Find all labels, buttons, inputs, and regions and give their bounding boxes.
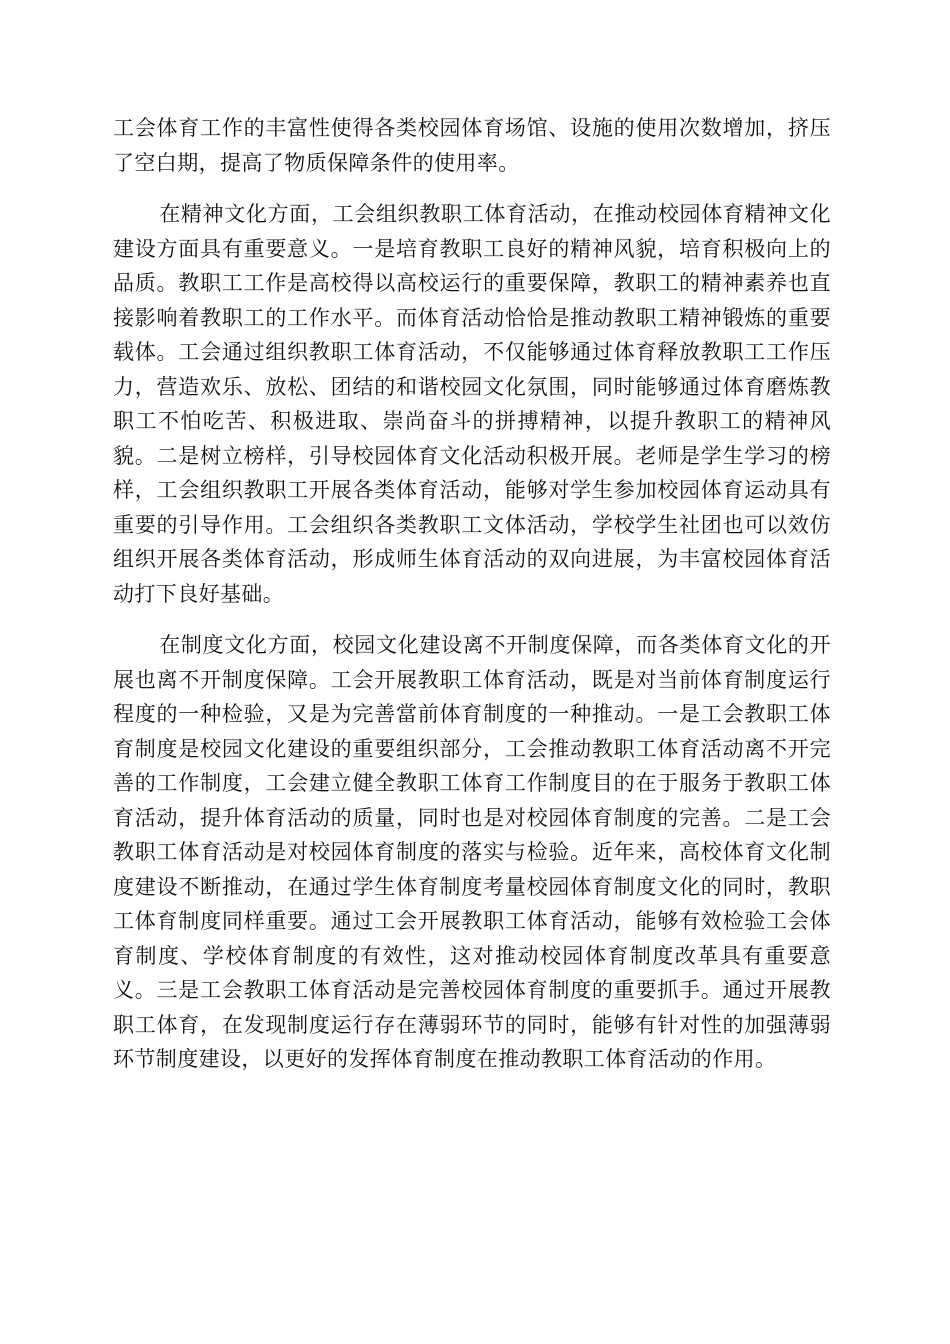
paragraph-2: 在精神文化方面，工会组织教职工体育活动，在推动校园体育精神文化建设方面具有重要意义。一是培育教职工良好的精神风貌，培育积极向上的品质。教职工工作是高校得以高校运行的重要保障，教职工的精神素养也直接影响着教职工的工作水平。而体育活动恰恰是推动教职工精神锻炼的重要载体。工会通过组织教职工体育活动，不仅能够通过体育释放教职工工作压力，营造欢乐、放松、团结的和谐校园文化氛围，同时能够通过体育磨炼教职工不怕吃苦、积极进取、崇尚奋斗的拼搏精神，以提升教职工的精神风貌。二是树立榜样，引导校园体育文化活动积极开展。老师是学生学习的榜样，工会组织教职工开展各类体育活动，能够对学生参加校园体育运动具有重要的引导作用。工会组织各类教职工文体活动，学校学生社团也可以效仿组织开展各类体育活动，形成师生体育活动的双向进展，为丰富校园体育活动打下良好基础。 (113, 202, 831, 606)
document-body (113, 111, 831, 1094)
paragraph-3: 在制度文化方面，校园文化建设离不开制度保障，而各类体育文化的开展也离不开制度保障。工会开展教职工体育活动，既是对当前体育制度运行程度的一种检验，又是为完善當前体育制度的一种推动。一是工会教职工体育制度是校园文化建设的重要组织部分，工会推动教职工体育活动离不开完善的工作制度，工会建立健全教职工体育工作制度目的在于服务于教职工体育活动，提升体育活动的质量，同时也是对校园体育制度的完善。二是工会教职工体育活动是对校园体育制度的落实与检验。近年来，高校体育文化制度建设不断推动，在通过学生体育制度考量校园体育制度文化的同时，教职工体育制度同样重要。通过工会开展教职工体育活动，能够有效检验工会体育制度、学校体育制度的有效性，这对推动校园体育制度改革具有重要意义。三是工会教职工体育活动是完善校园体育制度的重要抓手。通过开展教职工体育，在发现制度运行存在薄弱环节的同时，能够有针对性的加强薄弱环节制度建设，以更好的发挥体育制度在推动教职工体育活动的作用。 (113, 633, 831, 1071)
paragraph-1: 工会体育工作的丰富性使得各类校园体育场馆、设施的使用次数增加，挤压了空白期，提高了物质保障条件的使用率。 (113, 116, 831, 175)
